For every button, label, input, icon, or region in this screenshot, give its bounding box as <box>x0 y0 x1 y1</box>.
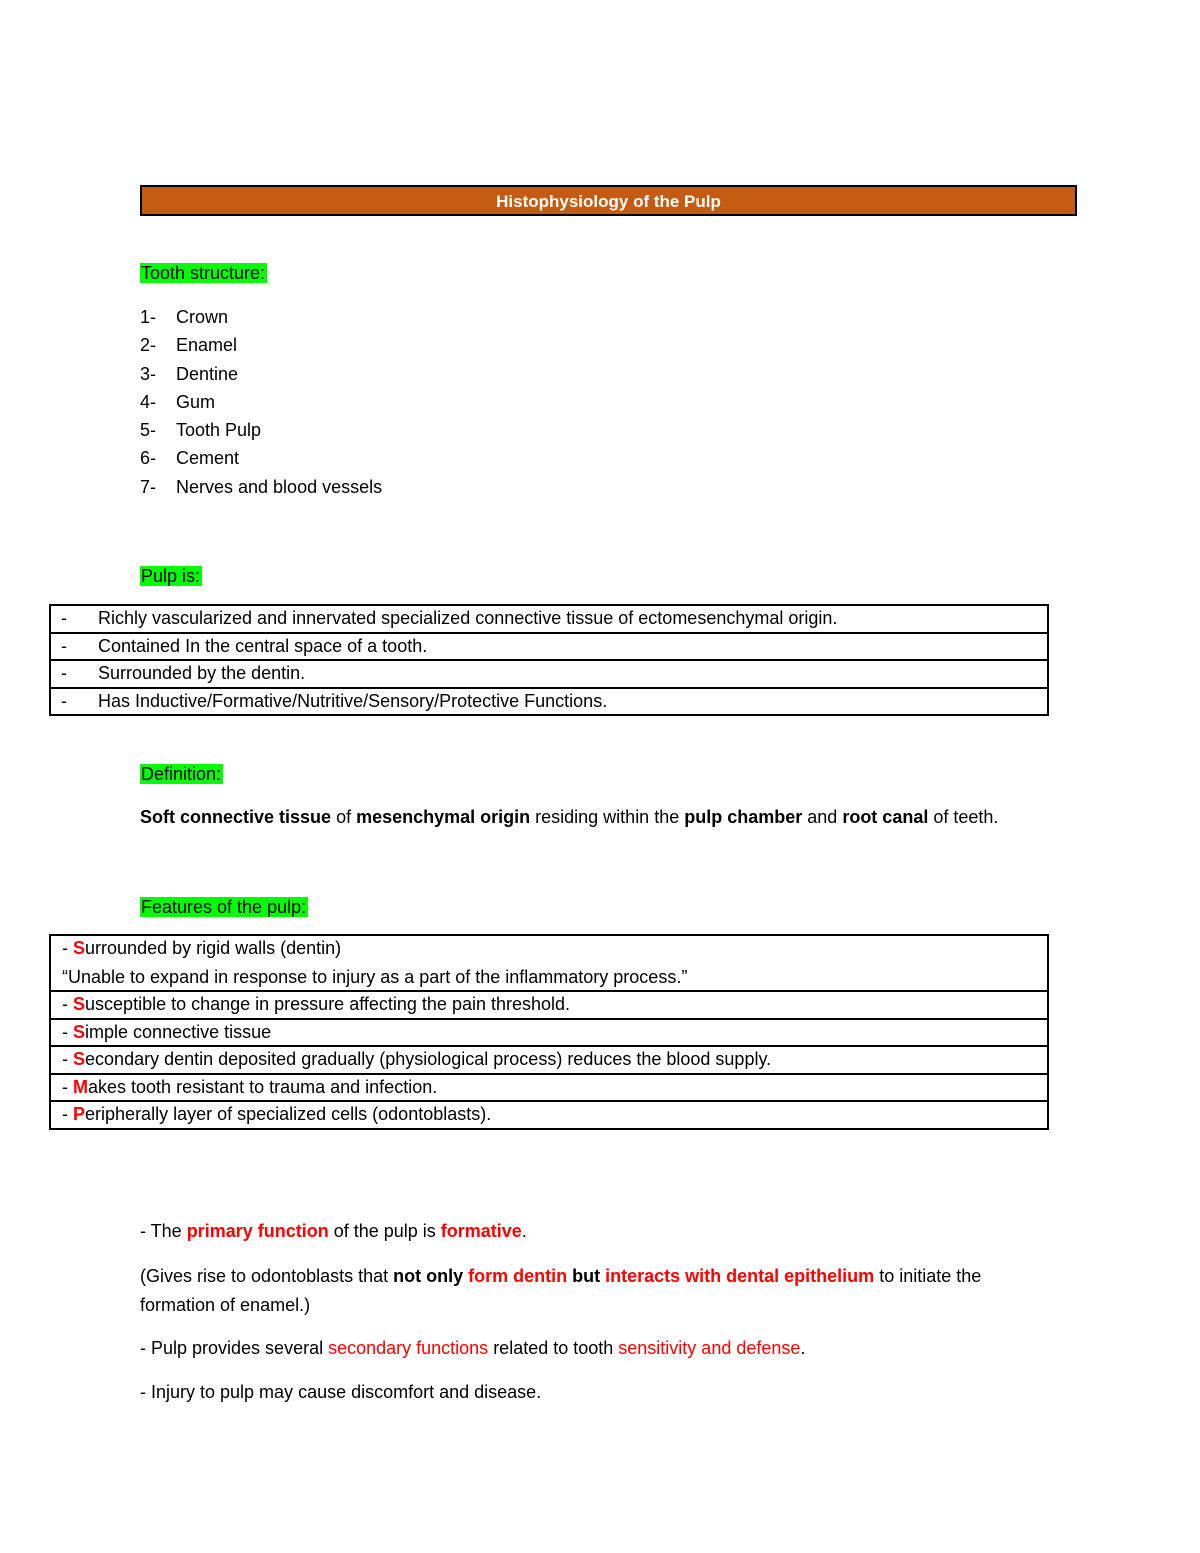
definition-text-segment: and <box>802 807 843 827</box>
row-dash: - <box>62 938 68 958</box>
row-dash: - <box>61 635 67 656</box>
list-label: Nerves and blood vessels <box>176 476 383 497</box>
definition-text-segment: residing within the <box>530 807 685 827</box>
list-number: 1- <box>140 307 157 327</box>
row-initial-letter: S <box>73 994 86 1014</box>
features-heading <box>140 895 308 919</box>
note-emphasis: sensitivity and defense <box>618 1338 801 1358</box>
note-emphasis: primary function <box>186 1221 329 1241</box>
table-row <box>51 990 1047 1018</box>
note-odontoblasts <box>140 1262 981 1320</box>
definition-heading-text: Definition: <box>141 764 222 784</box>
note-bold: but <box>567 1266 606 1286</box>
note-secondary-functions <box>140 1334 805 1363</box>
definition-term: Soft connective tissue <box>140 807 332 827</box>
row-quote: “Unable to expand in response to injury as a part of the inflammatory process.” <box>62 967 688 987</box>
list-number: 2- <box>140 335 157 356</box>
row-initial-letter: S <box>73 938 86 958</box>
list-label: Tooth Pulp <box>176 420 262 441</box>
table-row <box>51 1073 1047 1101</box>
note-text: formation of enamel.) <box>140 1295 311 1315</box>
note-emphasis: interacts with dental epithelium <box>605 1266 875 1286</box>
table-row <box>51 1045 1047 1073</box>
definition-text <box>140 803 998 832</box>
table-row <box>51 1018 1047 1046</box>
row-initial-letter: S <box>73 1021 86 1042</box>
table-row <box>51 687 1047 715</box>
row-text: akes tooth resistant to trauma and infection. <box>88 1076 438 1097</box>
list-item <box>140 305 382 333</box>
features-heading-text: Features of the pulp: <box>141 897 307 917</box>
definition-text-segment: of <box>331 807 357 827</box>
note-text: of the pulp is <box>328 1221 441 1241</box>
table-row <box>51 659 1047 687</box>
row-dash: - <box>62 1049 68 1069</box>
list-label: Crown <box>176 307 229 327</box>
row-initial-letter: M <box>73 1076 89 1097</box>
definition-heading <box>140 762 223 786</box>
document-title: Histophysiology of the Pulp <box>140 185 1077 216</box>
definition-term: pulp chamber <box>684 807 803 827</box>
tooth-structure-heading <box>140 261 267 285</box>
row-dash: - <box>62 1076 68 1097</box>
list-number: 5- <box>140 420 157 441</box>
list-number: 4- <box>140 391 157 412</box>
row-text: Surrounded by the dentin. <box>98 663 306 683</box>
tooth-structure-list <box>140 305 382 503</box>
row-initial-letter: S <box>73 1049 86 1069</box>
note-text: . <box>800 1338 806 1358</box>
note-text: (Gives rise to odontoblasts that <box>140 1266 394 1286</box>
note-text: - Pulp provides several <box>140 1338 329 1358</box>
row-text: Contained In the central space of a tooth. <box>98 635 428 656</box>
definition-text-segment: of teeth. <box>928 807 999 827</box>
note-bold: not only <box>393 1266 464 1286</box>
note-injury <box>140 1378 541 1407</box>
note-emphasis: secondary functions <box>328 1338 489 1358</box>
note-text: to initiate the <box>874 1266 982 1286</box>
list-item <box>140 446 382 474</box>
row-text: urrounded by rigid walls (dentin) <box>85 938 342 958</box>
row-text: eripherally layer of specialized cells (odontoblasts). <box>85 1104 492 1124</box>
note-text: related to tooth <box>488 1338 619 1358</box>
note-text: - The <box>140 1221 187 1241</box>
list-item <box>140 390 382 418</box>
note-text: - Injury to pulp may cause discomfort and disease. <box>140 1382 542 1402</box>
row-text: Richly vascularized and innervated specialized connective tissue of ectomesenchymal origin. <box>98 608 838 628</box>
list-item <box>140 333 382 361</box>
note-text: . <box>521 1221 527 1241</box>
definition-term: mesenchymal origin <box>356 807 531 827</box>
table-row <box>51 632 1047 660</box>
list-item <box>140 418 382 446</box>
list-number: 7- <box>140 476 157 497</box>
pulp-is-table <box>49 604 1049 716</box>
table-row <box>51 1100 1047 1128</box>
row-text: imple connective tissue <box>85 1021 272 1042</box>
row-dash: - <box>62 994 68 1014</box>
row-dash: - <box>61 663 67 683</box>
row-text: Has Inductive/Formative/Nutritive/Sensory/Protective Functions. <box>98 690 608 711</box>
row-text: usceptible to change in pressure affecting the pain threshold. <box>85 994 571 1014</box>
list-label: Gum <box>176 391 216 412</box>
row-dash: - <box>61 608 67 628</box>
row-dash: - <box>62 1104 68 1124</box>
pulp-is-heading-text: Pulp is: <box>141 566 201 586</box>
table-row <box>51 936 1047 990</box>
definition-term: root canal <box>842 807 929 827</box>
row-dash: - <box>62 1021 68 1042</box>
row-dash: - <box>61 690 67 711</box>
tooth-structure-heading-text: Tooth structure: <box>141 263 266 283</box>
pulp-is-heading <box>140 564 202 588</box>
list-item <box>140 362 382 390</box>
row-text: econdary dentin deposited gradually (physiological process) reduces the blood supply. <box>85 1049 772 1069</box>
row-initial-letter: P <box>73 1104 86 1124</box>
table-row <box>51 606 1047 632</box>
list-number: 6- <box>140 448 157 469</box>
list-item <box>140 475 382 503</box>
note-emphasis: form dentin <box>468 1266 568 1286</box>
list-label: Dentine <box>176 363 239 384</box>
note-emphasis: formative <box>440 1221 522 1241</box>
list-number: 3- <box>140 363 157 384</box>
list-label: Enamel <box>176 335 238 356</box>
features-table <box>49 934 1049 1130</box>
list-label: Cement <box>176 448 240 469</box>
note-primary-function <box>140 1217 527 1246</box>
